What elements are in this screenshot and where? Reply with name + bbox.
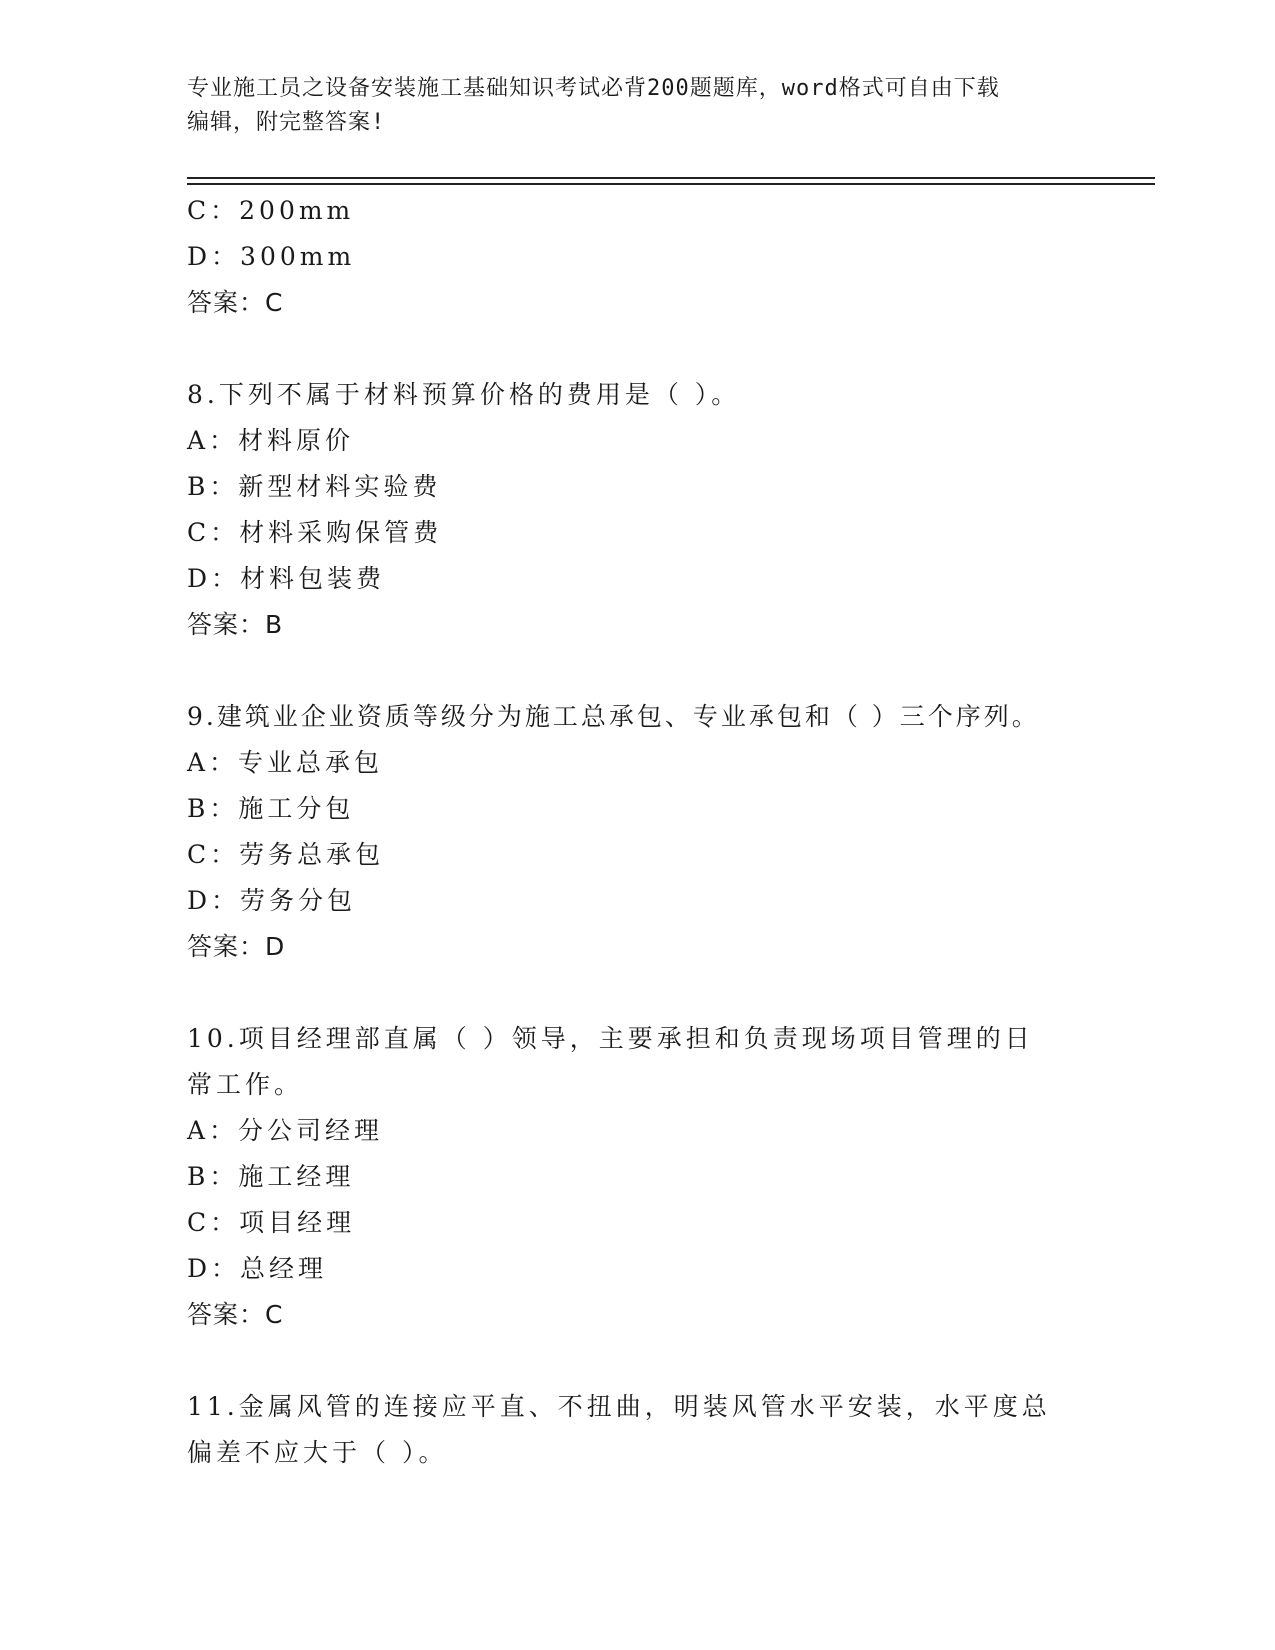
document-body [187, 188, 1087, 1476]
question-block-11 [187, 1384, 1087, 1476]
answer-line: 答案：C [187, 1300, 284, 1329]
header-rule-top [187, 177, 1155, 179]
question-block-10 [187, 1016, 1087, 1338]
option-b: B：施工经理 [187, 1162, 355, 1191]
option-c: C：项目经理 [187, 1208, 356, 1237]
option-a: A：材料原价 [187, 426, 355, 455]
option-a: A：专业总承包 [187, 748, 384, 777]
option-b: B：施工分包 [187, 794, 355, 823]
question-block-7 [187, 188, 1087, 326]
question-text: 11.金属风管的连接应平直、不扭曲，明装风管水平安装，水平度总偏差不应大于（ ）。 [187, 1392, 1051, 1467]
document-header [187, 72, 1067, 140]
header-line-1: 专业施工员之设备安装施工基础知识考试必背200题题库，word格式可自由下载 [187, 76, 1000, 101]
question-block-8 [187, 372, 1087, 648]
header-line-2: 编辑，附完整答案! [187, 110, 386, 135]
header-rule-bottom [187, 183, 1155, 185]
option-a: A：分公司经理 [187, 1116, 384, 1145]
answer-line: 答案：B [187, 610, 284, 639]
option-b: B：新型材料实验费 [187, 472, 442, 501]
option-d: D：300mm [187, 242, 356, 271]
question-block-9 [187, 694, 1087, 970]
option-d: D：材料包装费 [187, 564, 386, 593]
option-c: C：材料采购保管费 [187, 518, 443, 547]
option-d: D：总经理 [187, 1254, 328, 1283]
option-d: D：劳务分包 [187, 886, 357, 915]
question-text: 10.项目经理部直属（ ）领导，主要承担和负责现场项目管理的日常工作。 [187, 1024, 1034, 1099]
answer-line: 答案：D [187, 932, 286, 961]
option-c: C：200mm [187, 196, 355, 225]
question-text: 9.建筑业企业资质等级分为施工总承包、专业承包和（ ）三个序列。 [187, 702, 1040, 731]
question-text: 8.下列不属于材料预算价格的费用是（ ）。 [187, 380, 741, 409]
option-c: C：劳务总承包 [187, 840, 385, 869]
answer-line: 答案：C [187, 288, 284, 317]
